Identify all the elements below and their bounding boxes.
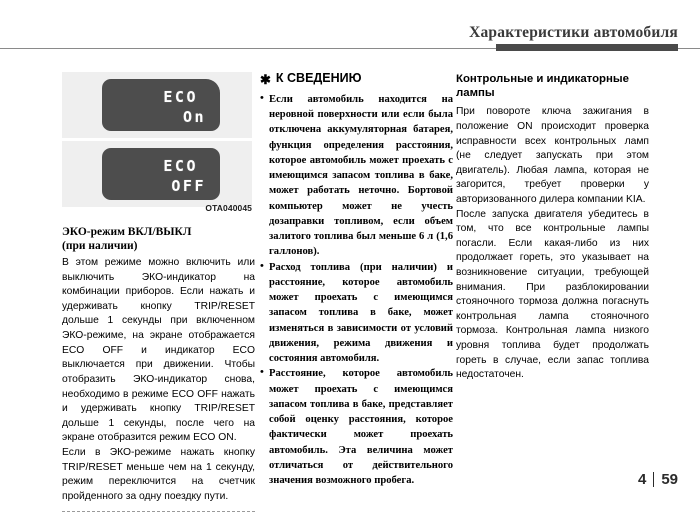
note-list	[260, 92, 453, 489]
note-item-text-1: Если автомобиль находится на неровной поверхности или если была отключена аккумуляторная батарея, функция определения расстояния, которое автомобиль может проехать с имеющимся запасом топлива в баке, может работать неточно. Бортовой компьютер может не учесть дозаправки топливом, если объем залитого топлива был меньше 6 л (1,6 галлонов).	[269, 93, 453, 258]
note-item-text-3: Расстояние, которое автомобиль может проехать с имеющимся запасом топлива в баке, представляет собой оценку расстояния, которое фактически может проехать автомобиль. Эта величина может отличаться от действительного значения возможного пробега.	[269, 368, 453, 486]
note-list-item	[260, 92, 453, 260]
right-section-body	[456, 105, 649, 383]
right-section-heading: Контрольные и индикаторные лампы	[456, 73, 629, 100]
right-column	[456, 72, 649, 383]
bullet-icon: •	[260, 91, 264, 104]
figure-caption: OTA040045	[205, 203, 252, 213]
bullet-icon: •	[260, 259, 264, 272]
note-heading-label: К СВЕДЕНИЮ	[275, 71, 362, 85]
page-header	[0, 24, 700, 58]
note-item-text-2: Расход топлива (при наличии) и расстояние, которое автомобиль может проехать с имеющимся запасом топлива в баке, может изменяться в зависимости от условий движения, режима движения и состояния автомобиля.	[269, 261, 453, 364]
bullet-icon: •	[260, 366, 264, 379]
right-paragraph-1: При повороте ключа зажигания в положение ON происходит проверка исправности всех контрольных ламп (не следует запускать при этом двигатель). Любая лампа, которая не загорится, требует проверки у авторизованного дилера компании KIA.	[456, 106, 649, 205]
page-footer	[638, 471, 678, 488]
display-state-off: OFF	[171, 177, 206, 195]
footer-separator	[653, 472, 654, 487]
left-section-subheading: (при наличии)	[62, 240, 138, 253]
display-label-eco-off: ECO	[163, 157, 198, 175]
right-paragraph-2: После запуска двигателя убедитесь в том, что все контрольные лампы погасли. Если какая-либо из них продолжает гореть, это указывает на возникновение ситуации, требующей внимания. При разблокировании стояночного тормоза должна погаснуть контрольная лампа стояночного тормоза. Контрольная лампа низкого уровня топлива будет продолжать гореть в случае, если запас топлива недостаточен.	[456, 208, 649, 381]
left-paragraph-2: Если в ЭКО-режиме нажать кнопку TRIP/RESET меньше чем на 1 секунду, режим переключится на счетчик пройденного за одну поездку пути.	[62, 446, 255, 502]
figure-panel-eco-on	[62, 72, 252, 138]
header-accent-bar	[496, 44, 678, 51]
page-title: Характеристики автомобиля	[469, 24, 678, 41]
left-paragraph-1: В этом режиме можно включить или выключить ЭКО-индикатор на комбинации приборов. Если нажать и удерживать кнопку TRIP/RESET дольше 1 секунды при включенном ЭКО-режиме, на экране отображается ECO OFF и индикатор ECO выключается при движении. Чтобы отобразить ЭКО-индикатор снова, необходимо в режиме ECO OFF нажать и удерживать кнопку TRIP/RESET дольше 1 секунды, после чего на экране отобразится режим ECO ON.	[62, 257, 255, 444]
asterisk-icon: ✱	[260, 72, 271, 87]
middle-column	[260, 72, 453, 488]
display-state-on: On	[182, 108, 206, 126]
eco-display-figure	[62, 72, 252, 213]
note-heading	[260, 72, 453, 86]
left-section-heading: ЭКО-режим ВКЛ/ВЫКЛ	[62, 226, 192, 238]
instrument-display-on	[102, 79, 220, 131]
note-list-item	[260, 366, 453, 488]
figure-panel-eco-off	[62, 141, 252, 207]
display-label-eco-on: ECO	[163, 88, 198, 106]
instrument-display-off	[102, 148, 220, 200]
footer-chapter-number: 4	[637, 471, 647, 488]
footer-page-number: 59	[661, 471, 678, 488]
note-list-item	[260, 260, 453, 367]
left-section-body	[62, 256, 255, 504]
left-column	[62, 72, 255, 512]
